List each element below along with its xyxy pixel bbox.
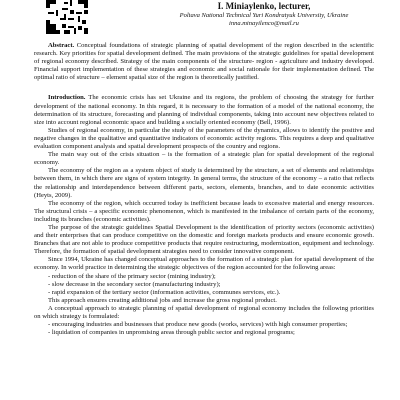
body-paragraph: Studies of regional economy, in particular the study of the parameters of the dynamics, allows to identify the positive and negative changes in the qualitative and quantitative indicators of economic activity regions. This requires a deep and qualitative evaluation component analysis and spatial development prospects of the country and regions.	[34, 126, 374, 151]
paper-header	[34, 0, 374, 34]
body-paragraph: The economy of the region, which occurred today is inefficient because leads to excessive material and energy resources. The structural crisis – a specific economic phenomenon, which is manifested in the imbalance of certain parts of the economy, including its branches (economic activities).	[34, 199, 374, 223]
abstract-lead: Abstract.	[48, 42, 75, 49]
list-item: - reduction of the share of the primary sector (mining industry);	[48, 272, 216, 280]
abstract-text: Conceptual foundations of strategic planning of spatial development of the region described in the scientific research. Key priorities for spatial development defined. The main provisions of the strategic guidelines for spatial development of regional economy described. Strategy of the main components of the structure- region - agriculture and industry developed. Financial support implementation of these strategies and economic and social rationale for their implementation defined. The optimal ratio of structure – element spatial size of the region is theoretically justified.	[34, 42, 374, 82]
body-paragraph: This approach ensures creating additional jobs and increase the gross regional product.	[48, 296, 277, 304]
paper-page	[34, 0, 374, 337]
author-block	[154, 0, 374, 28]
intro-lead: Introduction.	[48, 94, 86, 102]
introduction-section	[34, 94, 374, 337]
body-paragraph: The economy of the region as a system object of study is determined by the structure, a set of elements and relationships between them, in which there are signs of system integrity. In general terms, the structure of the economy – a ratio that reflects the relationship and interdependence between different parts, sectors, elements, branches, and to date economic activities (Heyts, 2009).	[34, 167, 374, 199]
intro-paragraph	[34, 94, 374, 126]
list-item: - encouraging industries and businesses that produce new goods (works, services) with high consumer properties;	[48, 321, 348, 329]
author-email: inna.minayilenco@mail.ru	[229, 20, 299, 27]
abstract-paragraph	[34, 42, 374, 82]
intro-text: The economic crisis has set Ukraine and its regions, the problem of choosing the strategy for further development of the national economy. In this regard, it is necessary to the formation of a model of the national economy, the determination of its structure, forecasting and planning of individual components, taking into account new objectives related to size into account regional economic space and building a socially oriented economy (Bell, 1996).	[34, 94, 374, 126]
body-paragraph: The main way out of the crisis situation – is the formation of a strategic plan for spatial development of the regional economy.	[34, 151, 374, 167]
author-affiliation: Poltava National Technical Yuri Kondratyuk University, Ukraine	[179, 12, 349, 19]
body-paragraph: The purpose of the strategic guidelines Spatial Development is the identification of priority sectors (economic activities) and their enterprises that can produce competitive on the domestic and foreign markets products and ensure economic growth. Branches that are not able to produce competitive products that require restructuring, modernization, equipment and technology. Therefore, the formation of spatial development strategies need to consider innovative component.	[34, 223, 374, 256]
body-paragraph: Since 1994, Ukraine has changed conceptual approaches to the formation of a strategic plan for spatial development of the economy. In world practice in determining the strategic objectives of the region accounted for the following areas:	[34, 256, 374, 272]
qr-code-icon	[46, 0, 88, 34]
author-name: I. Miniaylenko, lecturer,	[217, 1, 311, 11]
list-item: - rapid expansion of the tertiary sector (information activities, communes services, etc.).	[48, 288, 281, 296]
list-item: - slow decrease in the secondary sector (manufacturing industry);	[48, 280, 221, 288]
body-paragraph: A conceptual approach to strategic planning of spatial development of regional economy includes the following priorities on which strategy is formulated:	[34, 304, 374, 320]
list-item: - liquidation of companies in unpromising areas through public sector and regional programs;	[48, 329, 295, 337]
